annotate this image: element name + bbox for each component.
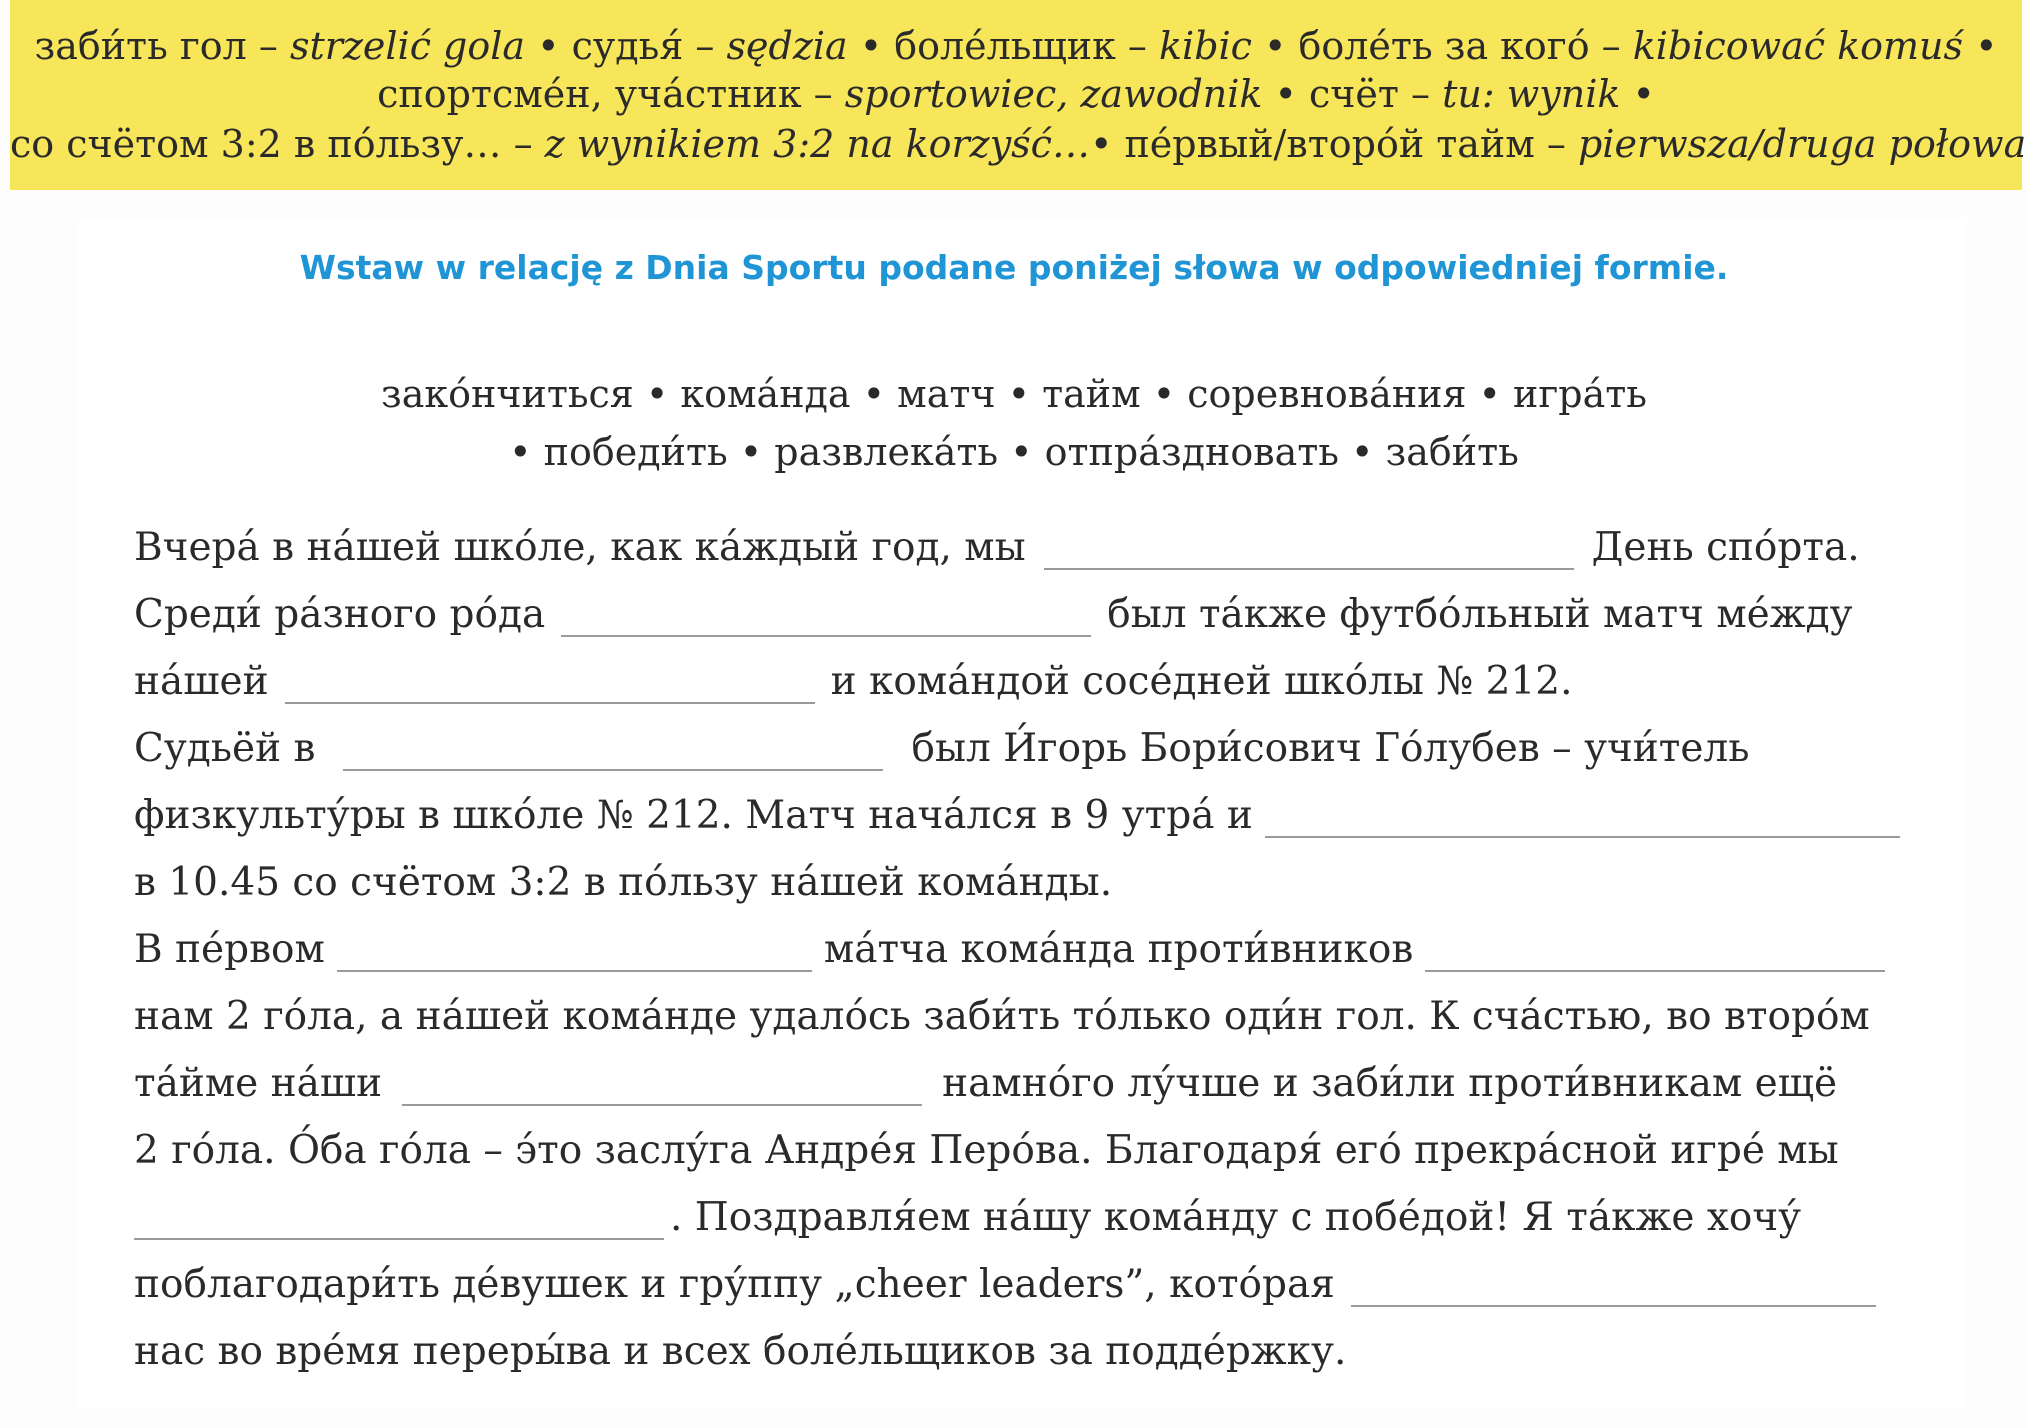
vocab-pl: strzelić gola — [289, 24, 526, 68]
text-line-12 — [134, 1257, 1900, 1313]
text-segment: был та́кже футбо́льный матч ме́жду — [1107, 592, 1853, 637]
vocab-ru: со счётом 3:2 в по́льзу… – — [10, 122, 545, 166]
vocab-ru: • — [1963, 24, 1998, 68]
answer-blank-7[interactable] — [1425, 970, 1885, 972]
vocabulary-box — [10, 0, 2027, 190]
text-segment: В пе́рвом — [134, 927, 325, 972]
vocab-pl: kibic — [1159, 24, 1252, 68]
answer-blank-1[interactable] — [1044, 568, 1574, 570]
vocab-ru: спортсме́н, уча́стник – — [377, 72, 845, 116]
text-line-8: нам 2 го́ла, а на́шей кома́нде удало́сь заби́ть то́лько оди́н гол. К сча́стью, во второ́м — [134, 994, 1870, 1039]
vocab-ru: заби́ть гол – — [34, 24, 290, 68]
vocab-ru: • боле́ть за кого́ – — [1251, 24, 1633, 68]
vocabulary-line-3 — [10, 120, 2027, 168]
text-line-5 — [134, 788, 1900, 844]
text-line-3 — [134, 654, 1900, 710]
vocab-pl: pierwsza/druga połowa — [1577, 122, 2027, 166]
answer-blank-3[interactable] — [285, 702, 815, 704]
text-segment: на́шей — [134, 659, 269, 704]
vocab-pl: tu: wynik — [1442, 72, 1621, 116]
answer-blank-6[interactable] — [337, 970, 812, 972]
vocab-ru: • судья́ – — [525, 24, 727, 68]
vocabulary-line-1 — [10, 22, 2022, 70]
text-segment: Вчера́ в на́шей шко́ле, как ка́ждый год, мы — [134, 525, 1026, 570]
vocab-ru: • пе́рвый/второ́й тайм – — [1089, 122, 1578, 166]
text-line-10: 2 го́ла. О́ба го́ла – э́то заслу́га Андре́я Перо́ва. Благодаря́ его́ прекра́сной игре́ мы — [134, 1128, 1839, 1173]
text-segment: . Поздравля́ем на́шу кома́нду с побе́дой! Я та́кже хочу́ — [670, 1195, 1802, 1240]
answer-blank-5[interactable] — [1265, 836, 1900, 838]
text-segment: намно́го лу́чше и заби́ли проти́вникам ещё — [942, 1061, 1838, 1106]
text-line-7 — [134, 922, 1900, 978]
word-bank-line-1: зако́нчиться • кома́нда • матч • тайм • соревнова́ния • игра́ть — [381, 372, 1647, 416]
text-segment: Среди́ ра́зного ро́да — [134, 592, 546, 637]
text-segment: физкульту́ры в шко́ле № 212. Матч нача́лся в 9 утра́ и — [134, 793, 1253, 838]
text-segment: Судьёй в — [134, 726, 316, 771]
word-bank-line-2: • победи́ть • развлека́ть • отпра́здновать • заби́ть — [509, 430, 1519, 474]
answer-blank-4[interactable] — [343, 769, 883, 771]
vocab-pl: z wynikiem 3:2 na korzyść… — [544, 122, 1090, 166]
answer-blank-9[interactable] — [134, 1238, 664, 1240]
text-segment: День спо́рта. — [1591, 525, 1860, 570]
text-line-1 — [134, 520, 1900, 576]
answer-blank-8[interactable] — [402, 1104, 922, 1106]
vocab-ru: • — [1620, 72, 1655, 116]
vocab-ru: • счёт – — [1262, 72, 1443, 116]
text-line-9 — [134, 1056, 1900, 1112]
vocab-pl: sportowiec, zawodnik — [844, 72, 1263, 116]
text-line-6: в 10.45 со счётом 3:2 в по́льзу на́шей кома́нды. — [134, 860, 1113, 905]
vocab-pl: sędzia — [726, 24, 848, 68]
text-line-11 — [134, 1190, 1900, 1246]
text-line-4 — [134, 721, 1900, 777]
text-segment: был И́горь Бори́сович Го́лубев – учи́тель — [911, 726, 1750, 771]
vocab-pl: kibicować komuś — [1632, 24, 1964, 68]
exercise-instruction: Wstaw w relację z Dnia Sportu podane poniżej słowa w odpowiedniej formie. — [299, 248, 1729, 287]
text-segment: и кома́ндой сосе́дней шко́лы № 212. — [830, 659, 1573, 704]
text-line-2 — [134, 587, 1900, 643]
text-line-13: нас во вре́мя переры́ва и всех боле́льщиков за подде́ржку. — [134, 1329, 1347, 1374]
text-segment: та́йме на́ши — [134, 1061, 383, 1106]
vocab-ru: • боле́льщик – — [847, 24, 1160, 68]
text-segment: ма́тча кома́нда проти́вников — [823, 927, 1414, 972]
answer-blank-2[interactable] — [561, 635, 1091, 637]
vocabulary-line-2 — [10, 70, 2022, 118]
text-segment: поблагодари́ть де́вушек и гру́ппу „cheer leaders”, кото́рая — [134, 1262, 1335, 1307]
answer-blank-10[interactable] — [1351, 1305, 1876, 1307]
